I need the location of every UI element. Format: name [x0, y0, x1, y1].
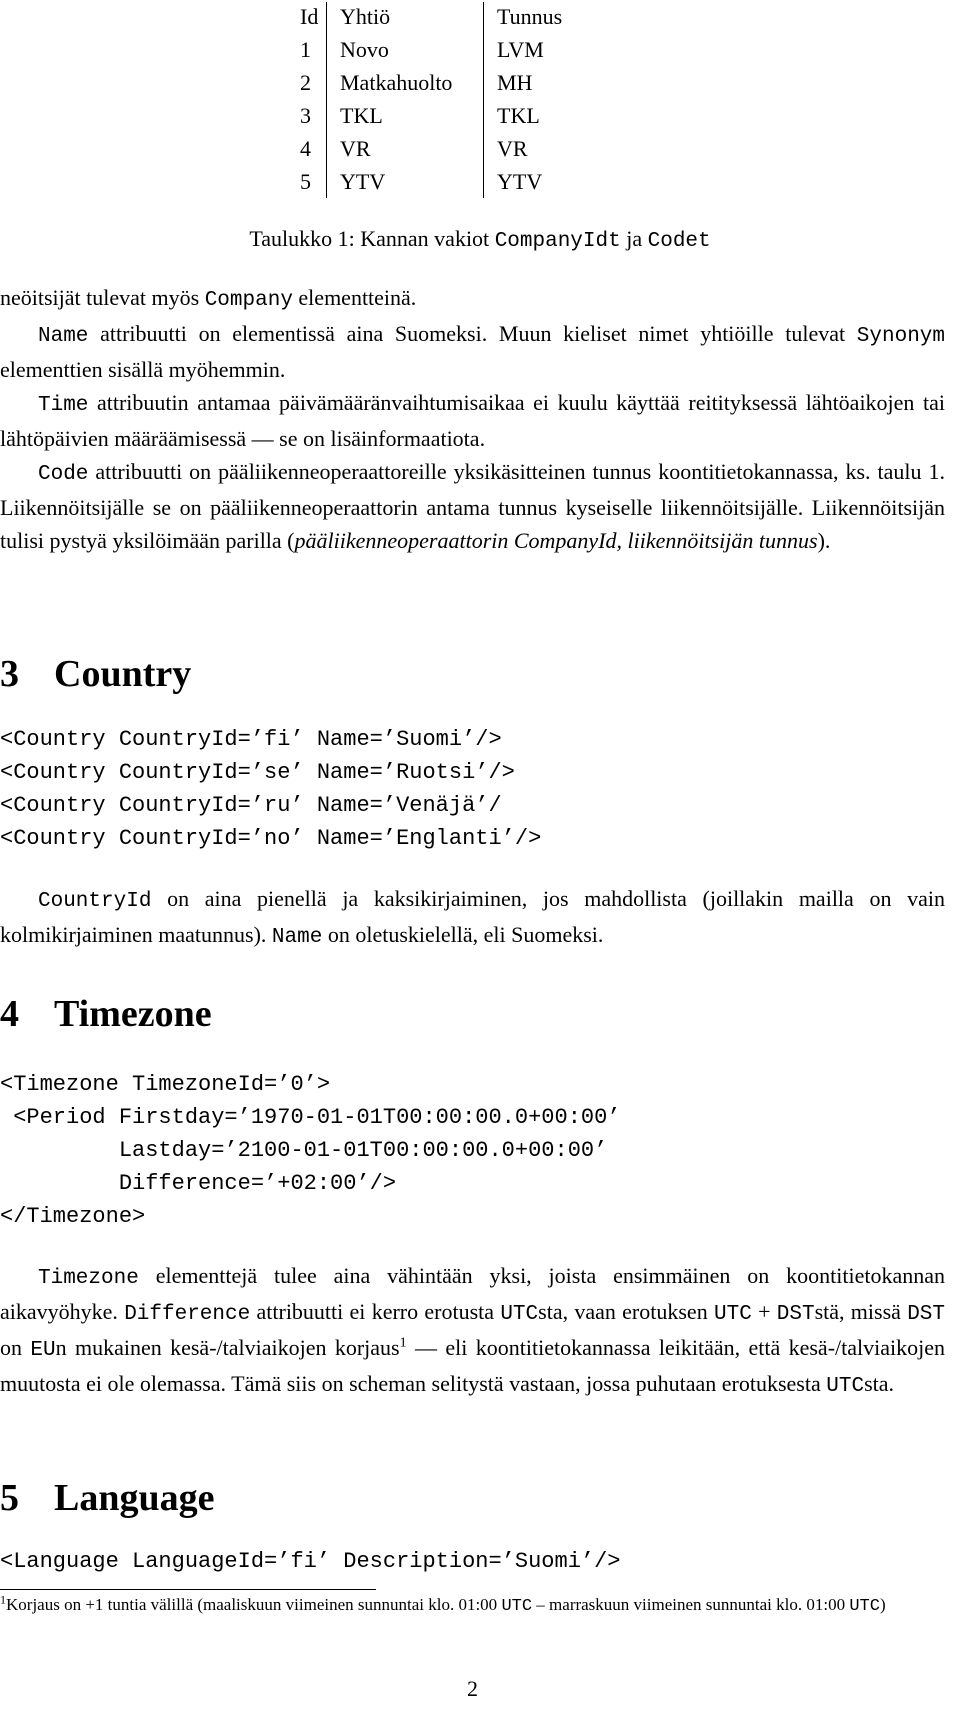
code-term: UTC [713, 1303, 752, 1326]
table-cell: VR [497, 136, 528, 161]
code-term: UTC [500, 1303, 539, 1326]
paragraph [0, 882, 945, 954]
table-cell: 1 [300, 37, 311, 62]
text: attribuutin antamaa päivämääränvaihtumisaikaa ei kuulu käyttää reitityksessä lähtöaikojen tai lähtöpäivien määräämisessä — se on lisäinformaatiota. [0, 390, 945, 451]
timezone-code-block: <Timezone TimezoneId=’0’> <Period Firstday=’1970-01-01T00:00:00.0+00:00’ Lastday=’2100-01-01T00:00:00.0+00:00’ Difference=’+02:00’/> </Timezone> [0, 1072, 621, 1229]
code-term: DST [776, 1303, 815, 1326]
country-code-block: <Country CountryId=’fi’ Name=’Suomi’/> <Country CountryId=’se’ Name=’Ruotsi’/> <Country CountryId=’ru’ Name=’Venäjä’/ <Country CountryId=’no’ Name=’Englanti’/> [0, 727, 542, 851]
table-cell: MH [497, 70, 533, 95]
text: on oletuskielellä, eli Suomeksi. [322, 922, 604, 947]
table-column-id [300, 0, 318, 198]
attribute-notes [0, 281, 945, 557]
footnote-rule [0, 1589, 376, 1590]
page-number: 2 [467, 1676, 478, 1701]
code-term: Name [38, 325, 89, 348]
code-term: Difference [124, 1303, 251, 1326]
text: attribuutti ei kerro erotusta [250, 1299, 501, 1324]
paragraph [0, 281, 945, 317]
caption-code: CompanyIdt [494, 230, 621, 253]
text: – marraskuun viimeinen sunnuntai klo. 01:00 [532, 1595, 850, 1614]
table-header-company: Yhtiö [340, 4, 391, 29]
table-column-code [497, 0, 562, 198]
table-caption [0, 222, 960, 258]
text: ). [817, 528, 831, 553]
paragraph [0, 1259, 945, 1403]
caption-code: Codet [647, 230, 711, 253]
code-term: UTC [826, 1375, 865, 1398]
language-code-block: <Language LanguageId=’fi’ Description=’Suomi’/> [0, 1549, 621, 1574]
table-cell: 4 [300, 136, 311, 161]
code-term: CountryId [38, 890, 152, 913]
table-header-id: Id [300, 4, 319, 29]
table-divider [326, 2, 327, 198]
text: neöitsijät tulevat myös [0, 285, 205, 310]
section-title: Language [54, 1477, 215, 1519]
table-cell: TKL [340, 103, 383, 128]
footnote-marker[interactable]: 1 [399, 1335, 407, 1351]
section-heading-timezone [0, 992, 212, 1036]
paragraph [0, 455, 945, 557]
section-title: Country [54, 653, 192, 695]
footnote [0, 1591, 945, 1620]
table-cell: YTV [497, 169, 543, 194]
table-cell: TKL [497, 103, 540, 128]
text: sta, vaan erotuksen [538, 1299, 714, 1324]
code-term: Timezone [38, 1267, 139, 1290]
code-term: Code [38, 463, 89, 486]
table-header-code: Tunnus [497, 4, 563, 29]
text: on [0, 1335, 31, 1360]
caption-text: ja [620, 226, 648, 251]
table-cell: Matkahuolto [340, 70, 453, 95]
section-heading-language [0, 1476, 214, 1520]
table-cell: 2 [300, 70, 311, 95]
text: Korjaus on +1 tuntia välillä (maaliskuun viimeinen sunnuntai klo. 01:00 [6, 1595, 502, 1614]
code-term: DST [907, 1303, 945, 1326]
italic-text: pääliikenneoperaattorin CompanyId, liikennöitsijän tunnus [294, 528, 818, 553]
section-number: 5 [0, 1477, 19, 1519]
text: attribuutti on pääliikenneoperaattoreille yksikäsitteinen tunnus koontitietokannassa, ks. taulu 1. Liikennöitsijälle se on pääliikenneoperaattorin antama tunnus kyseiselle liikennöitsijälle. Liikennöitsijän tulisi pystyä yksilöimään parilla ( [0, 459, 945, 553]
table-divider [483, 2, 484, 198]
table-cell: YTV [340, 169, 386, 194]
caption-text: Taulukko 1: Kannan vakiot [249, 226, 495, 251]
code-term: EU [30, 1339, 56, 1362]
text: attribuutti on elementissä aina Suomeksi. Muun kieliset nimet yhtiöille tulevat [88, 321, 857, 346]
text: elementtejä tulee aina vähintään yksi, joista ensimmäinen on koontitietokannan aikavyöhyke. [0, 1263, 945, 1324]
code-term: UTC [849, 1597, 880, 1616]
code-term: Synonym [856, 325, 945, 348]
table-cell: LVM [497, 37, 544, 62]
table-cell: 5 [300, 169, 311, 194]
section-number: 3 [0, 653, 19, 695]
text: sta. [864, 1371, 895, 1396]
footnote-mark: 1 [0, 1592, 6, 1607]
text: stä, missä [814, 1299, 908, 1324]
country-paragraph [0, 882, 945, 954]
math-operator: + [751, 1299, 777, 1324]
table-cell: 3 [300, 103, 311, 128]
timezone-paragraph [0, 1259, 945, 1403]
paragraph [0, 386, 945, 455]
text: on aina pienellä ja kaksikirjaiminen, jos mahdollista (joillakin mailla on vain kolmikirjaiminen maatunnus). [0, 886, 945, 947]
code-term: Company [204, 289, 293, 312]
section-title: Timezone [54, 993, 212, 1035]
paragraph [0, 317, 945, 386]
text: elementtien sisällä myöhemmin. [0, 357, 286, 382]
table-column-company [340, 0, 452, 198]
text: ) [879, 1595, 886, 1614]
code-term: Name [271, 926, 323, 949]
code-term: Time [38, 394, 89, 417]
text: — eli koontitietokannassa leikitään, että kesä-/talviaikojen muutosta ei ole olemassa. Tämä siis on scheman selitystä vastaan, jossa puhutaan erotuksesta [0, 1335, 945, 1396]
text: elementteinä. [292, 285, 417, 310]
table-cell: Novo [340, 37, 389, 62]
section-heading-country [0, 652, 191, 696]
code-term: UTC [501, 1597, 533, 1616]
text: n mukainen kesä-/talviaikojen korjaus [55, 1335, 400, 1360]
section-number: 4 [0, 993, 19, 1035]
table-cell: VR [340, 136, 371, 161]
